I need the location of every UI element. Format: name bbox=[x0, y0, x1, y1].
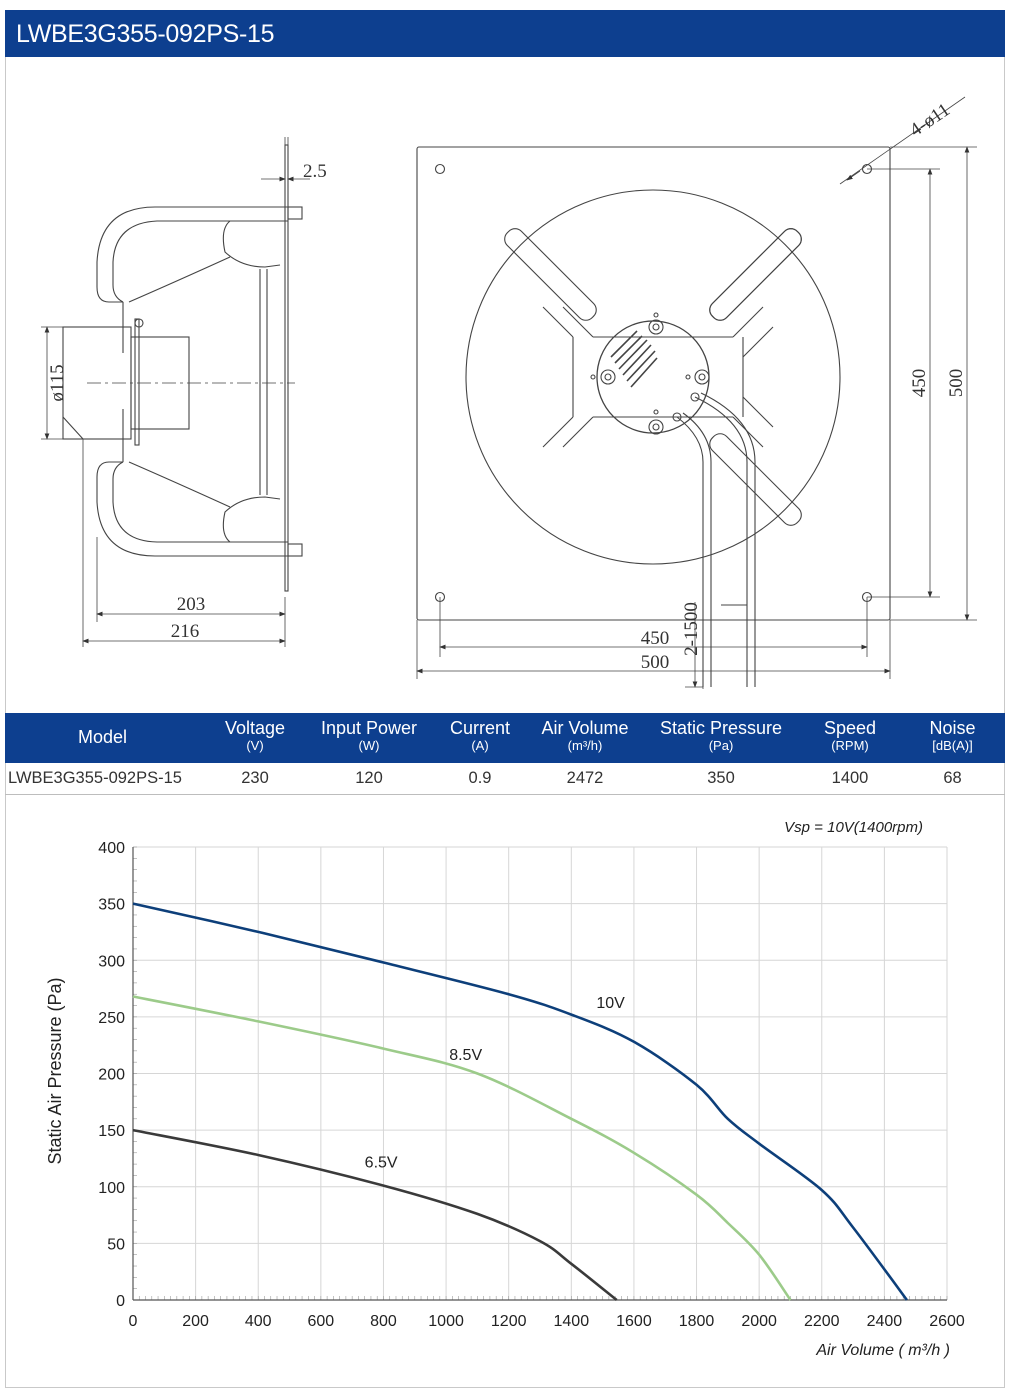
val-model: LWBE3G355-092PS-15 bbox=[8, 769, 182, 787]
x-tick-label: 1200 bbox=[490, 1313, 527, 1330]
drawing-svg bbox=[5, 57, 1005, 713]
col-input-power: Input Power (W) bbox=[320, 718, 418, 753]
spec-table-row bbox=[5, 763, 1005, 795]
dim-depth-inner: 203 bbox=[176, 594, 206, 615]
val-speed: 1400 bbox=[831, 769, 869, 787]
dim-cable: 2-1500 bbox=[681, 602, 702, 656]
y-tick-label: 100 bbox=[98, 1179, 125, 1197]
y-tick-label: 250 bbox=[98, 1009, 125, 1027]
series-label: 10V bbox=[596, 994, 625, 1012]
x-tick-label: 400 bbox=[244, 1313, 272, 1330]
y-tick-label: 150 bbox=[98, 1123, 125, 1141]
x-axis-label: Air Volume ( m³/h ) bbox=[816, 1342, 950, 1359]
chart-series bbox=[133, 904, 907, 1300]
dim-hole-pitch-v: 450 bbox=[909, 368, 930, 398]
chart-svg bbox=[5, 796, 1005, 1386]
spec-table-header bbox=[5, 713, 1005, 763]
y-axis-label: Static Air Pressure (Pa) bbox=[45, 977, 65, 1165]
x-tick-label: 200 bbox=[182, 1313, 209, 1330]
val-current: 0.9 bbox=[468, 769, 492, 787]
performance-chart bbox=[5, 796, 1005, 1386]
series-label: 8.5V bbox=[449, 1046, 483, 1064]
dim-holes: 4-ø11 bbox=[906, 99, 954, 142]
series-line-10V bbox=[133, 904, 907, 1300]
side-view bbox=[63, 145, 302, 591]
chart-grid bbox=[133, 847, 947, 1300]
col-voltage: Voltage (V) bbox=[224, 718, 286, 753]
y-tick-label: 400 bbox=[98, 840, 125, 857]
val-voltage: 230 bbox=[241, 769, 269, 787]
dim-hole-pitch-h: 450 bbox=[640, 628, 670, 649]
x-tick-label: 800 bbox=[370, 1313, 397, 1330]
val-air-volume: 2472 bbox=[566, 769, 604, 787]
val-static-pressure: 350 bbox=[707, 769, 735, 787]
title-bar bbox=[5, 10, 1005, 57]
x-tick-label: 0 bbox=[128, 1313, 138, 1330]
series-label: 6.5V bbox=[364, 1154, 398, 1172]
val-input-power: 120 bbox=[355, 769, 383, 787]
page-title: LWBE3G355-092PS-15 bbox=[16, 20, 275, 48]
x-tick-label: 2600 bbox=[929, 1313, 965, 1330]
front-view bbox=[417, 147, 890, 687]
chart-axes bbox=[98, 840, 965, 1330]
x-tick-label: 2400 bbox=[866, 1313, 903, 1330]
y-tick-label: 300 bbox=[98, 953, 125, 971]
x-tick-label: 1800 bbox=[678, 1313, 715, 1330]
dim-outer-h: 500 bbox=[640, 652, 670, 673]
col-speed: Speed (RPM) bbox=[823, 718, 877, 753]
x-tick-label: 600 bbox=[307, 1313, 335, 1330]
technical-drawing bbox=[5, 57, 1005, 713]
x-tick-label: 1000 bbox=[428, 1313, 464, 1330]
x-tick-label: 2000 bbox=[741, 1313, 777, 1330]
dim-hub-diameter: ø115 bbox=[47, 364, 68, 402]
col-model: Model bbox=[77, 727, 128, 747]
x-tick-label: 1400 bbox=[553, 1313, 590, 1330]
dim-depth-outer: 216 bbox=[170, 621, 200, 642]
y-tick-label: 350 bbox=[98, 896, 125, 914]
dim-flange: 2.5 bbox=[303, 161, 327, 182]
val-noise: 68 bbox=[943, 769, 962, 787]
x-tick-label: 2200 bbox=[803, 1313, 840, 1330]
y-tick-label: 50 bbox=[107, 1236, 125, 1254]
col-air-volume: Air Volume (m³/h) bbox=[541, 718, 629, 753]
x-tick-label: 1600 bbox=[616, 1313, 652, 1330]
col-static-pressure: Static Pressure (Pa) bbox=[659, 718, 783, 753]
y-tick-label: 0 bbox=[116, 1293, 125, 1310]
col-current: Current (A) bbox=[449, 718, 511, 753]
col-noise: Noise [dB(A)] bbox=[929, 718, 976, 753]
dim-outer-v: 500 bbox=[946, 368, 967, 398]
chart-annotation: Vsp = 10V(1400rpm) bbox=[784, 819, 923, 836]
y-tick-label: 200 bbox=[98, 1066, 125, 1084]
